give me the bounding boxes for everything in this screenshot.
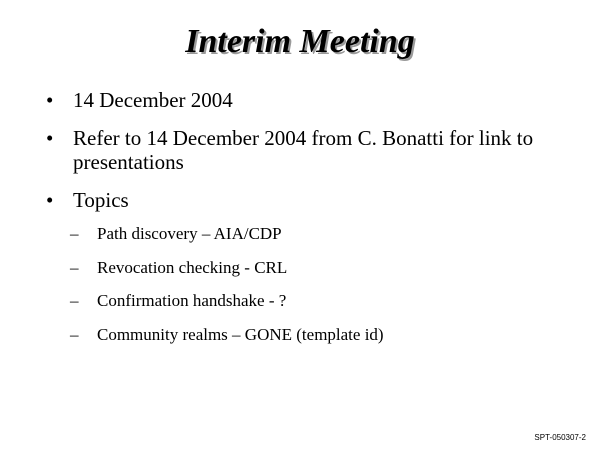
bullet-icon: • <box>46 88 54 112</box>
sub-item-text: Revocation checking - CRL <box>97 257 288 277</box>
dash-icon: – <box>70 291 79 310</box>
dash-icon: – <box>70 324 79 344</box>
bullet-list <box>46 88 566 359</box>
sub-item-text: Confirmation handshake - ? <box>97 291 287 310</box>
bullet-text: Topics <box>73 188 129 212</box>
bullet-text: 14 December 2004 <box>73 88 233 112</box>
sub-item-confirmation <box>70 291 566 311</box>
bullet-item-date <box>46 88 566 112</box>
bullet-icon: • <box>46 188 54 212</box>
dash-icon: – <box>70 224 79 243</box>
dash-icon: – <box>70 257 79 277</box>
bullet-text: Refer to 14 December 2004 from C. Bonatti for link to presentations <box>73 126 534 174</box>
sub-item-community-realms <box>70 325 566 345</box>
bullet-item-refer <box>46 126 566 174</box>
bullet-icon: • <box>46 126 54 150</box>
sub-item-text: Community realms – GONE (template id) <box>97 324 384 344</box>
sub-item-text: Path discovery – AIA/CDP <box>97 224 282 243</box>
bullet-item-topics <box>46 188 566 345</box>
sub-item-path-discovery <box>70 224 566 244</box>
slide-title: Interim Meeting <box>185 23 415 60</box>
sub-item-revocation <box>70 258 566 278</box>
topics-sublist <box>70 224 566 345</box>
slide-footer-id: SPT-050307-2 <box>534 433 586 442</box>
